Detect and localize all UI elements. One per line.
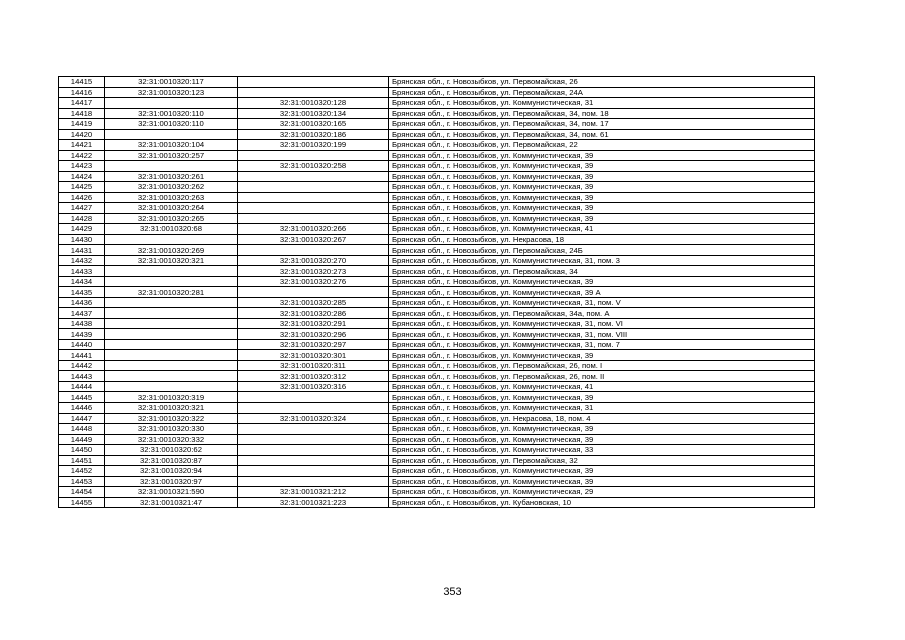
- row-number-cell: 14417: [59, 98, 105, 109]
- building-number-cell: 32:31:0010320:165: [238, 119, 389, 130]
- address-cell: Брянская обл., г. Новозыбков, ул. Первомайская, 32: [389, 455, 815, 466]
- building-number-cell: 32:31:0010320:186: [238, 129, 389, 140]
- building-number-cell: 32:31:0010321:212: [238, 487, 389, 498]
- building-number-cell: [238, 392, 389, 403]
- parcel-number-cell: 32:31:0010321:47: [105, 497, 238, 508]
- building-number-cell: 32:31:0010320:311: [238, 360, 389, 371]
- address-cell: Брянская обл., г. Новозыбков, ул. Коммунистическая, 31, пом. VIII: [389, 329, 815, 340]
- row-number-cell: 14447: [59, 413, 105, 424]
- row-number-cell: 14455: [59, 497, 105, 508]
- building-number-cell: 32:31:0010320:128: [238, 98, 389, 109]
- table-row: [59, 224, 815, 235]
- parcel-number-cell: 32:31:0010320:62: [105, 445, 238, 456]
- address-cell: Брянская обл., г. Новозыбков, ул. Коммунистическая, 29: [389, 487, 815, 498]
- parcel-number-cell: 32:31:0010320:261: [105, 171, 238, 182]
- table-row: [59, 497, 815, 508]
- address-cell: Брянская обл., г. Новозыбков, ул. Первомайская, 24А: [389, 87, 815, 98]
- parcel-number-cell: 32:31:0010320:97: [105, 476, 238, 487]
- address-cell: Брянская обл., г. Новозыбков, ул. Коммунистическая, 41: [389, 224, 815, 235]
- parcel-number-cell: 32:31:0010320:123: [105, 87, 238, 98]
- table-row: [59, 329, 815, 340]
- parcel-number-cell: 32:31:0010320:321: [105, 255, 238, 266]
- row-number-cell: 14445: [59, 392, 105, 403]
- building-number-cell: 32:31:0010320:273: [238, 266, 389, 277]
- row-number-cell: 14450: [59, 445, 105, 456]
- parcel-number-cell: [105, 381, 238, 392]
- building-number-cell: 32:31:0010320:312: [238, 371, 389, 382]
- building-number-cell: [238, 77, 389, 88]
- parcel-number-cell: 32:31:0010320:110: [105, 108, 238, 119]
- row-number-cell: 14433: [59, 266, 105, 277]
- parcel-number-cell: 32:31:0010320:110: [105, 119, 238, 130]
- row-number-cell: 14425: [59, 182, 105, 193]
- address-cell: Брянская обл., г. Новозыбков, ул. Кубановская, 10: [389, 497, 815, 508]
- parcel-number-cell: 32:31:0010320:330: [105, 424, 238, 435]
- row-number-cell: 14448: [59, 424, 105, 435]
- building-number-cell: [238, 466, 389, 477]
- building-number-cell: 32:31:0010320:296: [238, 329, 389, 340]
- registry-table: [58, 76, 815, 508]
- parcel-number-cell: [105, 234, 238, 245]
- address-cell: Брянская обл., г. Новозыбков, ул. Первомайская, 26, пом. II: [389, 371, 815, 382]
- table-row: [59, 129, 815, 140]
- parcel-number-cell: 32:31:0010320:281: [105, 287, 238, 298]
- parcel-number-cell: [105, 371, 238, 382]
- table-row: [59, 487, 815, 498]
- table-row: [59, 455, 815, 466]
- parcel-number-cell: 32:31:0010320:322: [105, 413, 238, 424]
- address-cell: Брянская обл., г. Новозыбков, ул. Коммунистическая, 39: [389, 182, 815, 193]
- parcel-number-cell: 32:31:0010320:265: [105, 213, 238, 224]
- address-cell: Брянская обл., г. Новозыбков, ул. Первомайская, 26: [389, 77, 815, 88]
- row-number-cell: 14438: [59, 318, 105, 329]
- address-cell: Брянская обл., г. Новозыбков, ул. Коммунистическая, 39: [389, 213, 815, 224]
- row-number-cell: 14424: [59, 171, 105, 182]
- row-number-cell: 14454: [59, 487, 105, 498]
- table-row: [59, 371, 815, 382]
- parcel-number-cell: 32:31:0010320:269: [105, 245, 238, 256]
- row-number-cell: 14428: [59, 213, 105, 224]
- table-row: [59, 424, 815, 435]
- table-row: [59, 161, 815, 172]
- row-number-cell: 14442: [59, 360, 105, 371]
- building-number-cell: [238, 213, 389, 224]
- address-cell: Брянская обл., г. Новозыбков, ул. Коммунистическая, 31: [389, 98, 815, 109]
- address-cell: Брянская обл., г. Новозыбков, ул. Первомайская, 26, пом. I: [389, 360, 815, 371]
- building-number-cell: [238, 150, 389, 161]
- address-cell: Брянская обл., г. Новозыбков, ул. Коммунистическая, 31, пом. V: [389, 297, 815, 308]
- building-number-cell: [238, 245, 389, 256]
- table-row: [59, 402, 815, 413]
- table-row: [59, 318, 815, 329]
- row-number-cell: 14443: [59, 371, 105, 382]
- building-number-cell: [238, 455, 389, 466]
- table-row: [59, 150, 815, 161]
- table-row: [59, 234, 815, 245]
- row-number-cell: 14423: [59, 161, 105, 172]
- row-number-cell: 14421: [59, 140, 105, 151]
- row-number-cell: 14420: [59, 129, 105, 140]
- table-row: [59, 476, 815, 487]
- row-number-cell: 14432: [59, 255, 105, 266]
- parcel-number-cell: [105, 339, 238, 350]
- address-cell: Брянская обл., г. Новозыбков, ул. Коммунистическая, 31, пом. 3: [389, 255, 815, 266]
- table-row: [59, 87, 815, 98]
- table-row: [59, 466, 815, 477]
- address-cell: Брянская обл., г. Новозыбков, ул. Первомайская, 34, пом. 18: [389, 108, 815, 119]
- building-number-cell: 32:31:0010320:276: [238, 276, 389, 287]
- table-row: [59, 171, 815, 182]
- table-row: [59, 203, 815, 214]
- address-cell: Брянская обл., г. Новозыбков, ул. Некрасова, 18, пом. 4: [389, 413, 815, 424]
- row-number-cell: 14441: [59, 350, 105, 361]
- row-number-cell: 14415: [59, 77, 105, 88]
- building-number-cell: [238, 192, 389, 203]
- row-number-cell: 14427: [59, 203, 105, 214]
- parcel-number-cell: 32:31:0010320:87: [105, 455, 238, 466]
- building-number-cell: [238, 445, 389, 456]
- parcel-number-cell: [105, 360, 238, 371]
- table-row: [59, 339, 815, 350]
- row-number-cell: 14444: [59, 381, 105, 392]
- building-number-cell: [238, 87, 389, 98]
- table-row: [59, 213, 815, 224]
- address-cell: Брянская обл., г. Новозыбков, ул. Первомайская, 34а, пом. А: [389, 308, 815, 319]
- table-row: [59, 360, 815, 371]
- parcel-number-cell: [105, 350, 238, 361]
- building-number-cell: 32:31:0010320:297: [238, 339, 389, 350]
- row-number-cell: 14419: [59, 119, 105, 130]
- address-cell: Брянская обл., г. Новозыбков, ул. Коммунистическая, 39: [389, 171, 815, 182]
- address-cell: Брянская обл., г. Новозыбков, ул. Первомайская, 34: [389, 266, 815, 277]
- row-number-cell: 14429: [59, 224, 105, 235]
- parcel-number-cell: 32:31:0010320:263: [105, 192, 238, 203]
- address-cell: Брянская обл., г. Новозыбков, ул. Коммунистическая, 39: [389, 161, 815, 172]
- address-cell: Брянская обл., г. Новозыбков, ул. Коммунистическая, 31, пом. 7: [389, 339, 815, 350]
- parcel-number-cell: [105, 161, 238, 172]
- address-cell: Брянская обл., г. Новозыбков, ул. Коммунистическая, 39: [389, 150, 815, 161]
- table-row: [59, 297, 815, 308]
- table-row: [59, 182, 815, 193]
- parcel-number-cell: 32:31:0010320:68: [105, 224, 238, 235]
- address-cell: Брянская обл., г. Новозыбков, ул. Коммунистическая, 31, пом. VI: [389, 318, 815, 329]
- building-number-cell: 32:31:0010320:267: [238, 234, 389, 245]
- address-cell: Брянская обл., г. Новозыбков, ул. Коммунистическая, 39: [389, 424, 815, 435]
- address-cell: Брянская обл., г. Новозыбков, ул. Первомайская, 22: [389, 140, 815, 151]
- table-row: [59, 255, 815, 266]
- table-row: [59, 445, 815, 456]
- parcel-number-cell: 32:31:0010320:332: [105, 434, 238, 445]
- address-cell: Брянская обл., г. Новозыбков, ул. Коммунистическая, 39: [389, 192, 815, 203]
- parcel-number-cell: 32:31:0010320:262: [105, 182, 238, 193]
- building-number-cell: [238, 182, 389, 193]
- table-row: [59, 192, 815, 203]
- building-number-cell: [238, 434, 389, 445]
- building-number-cell: 32:31:0010321:223: [238, 497, 389, 508]
- address-cell: Брянская обл., г. Новозыбков, ул. Коммунистическая, 39: [389, 392, 815, 403]
- row-number-cell: 14446: [59, 402, 105, 413]
- address-cell: Брянская обл., г. Новозыбков, ул. Коммунистическая, 39: [389, 276, 815, 287]
- row-number-cell: 14439: [59, 329, 105, 340]
- table-row: [59, 381, 815, 392]
- row-number-cell: 14434: [59, 276, 105, 287]
- building-number-cell: 32:31:0010320:270: [238, 255, 389, 266]
- row-number-cell: 14416: [59, 87, 105, 98]
- parcel-number-cell: [105, 318, 238, 329]
- address-cell: Брянская обл., г. Новозыбков, ул. Первомайская, 34, пом. 61: [389, 129, 815, 140]
- parcel-number-cell: 32:31:0010320:117: [105, 77, 238, 88]
- address-cell: Брянская обл., г. Новозыбков, ул. Коммунистическая, 39: [389, 476, 815, 487]
- address-cell: Брянская обл., г. Новозыбков, ул. Коммунистическая, 39 А: [389, 287, 815, 298]
- table-row: [59, 350, 815, 361]
- table-row: [59, 108, 815, 119]
- address-cell: Брянская обл., г. Новозыбков, ул. Первомайская, 24Б: [389, 245, 815, 256]
- building-number-cell: [238, 402, 389, 413]
- table-row: [59, 77, 815, 88]
- table-row: [59, 245, 815, 256]
- parcel-number-cell: [105, 297, 238, 308]
- parcel-number-cell: [105, 308, 238, 319]
- table-row: [59, 140, 815, 151]
- address-cell: Брянская обл., г. Новозыбков, ул. Первомайская, 34, пом. 17: [389, 119, 815, 130]
- parcel-number-cell: [105, 98, 238, 109]
- building-number-cell: [238, 287, 389, 298]
- address-cell: Брянская обл., г. Новозыбков, ул. Коммунистическая, 41: [389, 381, 815, 392]
- address-cell: Брянская обл., г. Новозыбков, ул. Коммунистическая, 39: [389, 203, 815, 214]
- building-number-cell: 32:31:0010320:324: [238, 413, 389, 424]
- row-number-cell: 14452: [59, 466, 105, 477]
- table-row: [59, 308, 815, 319]
- parcel-number-cell: [105, 276, 238, 287]
- building-number-cell: 32:31:0010320:286: [238, 308, 389, 319]
- row-number-cell: 14435: [59, 287, 105, 298]
- building-number-cell: 32:31:0010320:285: [238, 297, 389, 308]
- building-number-cell: 32:31:0010320:316: [238, 381, 389, 392]
- row-number-cell: 14437: [59, 308, 105, 319]
- row-number-cell: 14453: [59, 476, 105, 487]
- parcel-number-cell: [105, 129, 238, 140]
- registry-table-body: [59, 77, 815, 508]
- table-row: [59, 287, 815, 298]
- building-number-cell: [238, 424, 389, 435]
- row-number-cell: 14422: [59, 150, 105, 161]
- building-number-cell: 32:31:0010320:301: [238, 350, 389, 361]
- building-number-cell: [238, 203, 389, 214]
- row-number-cell: 14440: [59, 339, 105, 350]
- row-number-cell: 14451: [59, 455, 105, 466]
- table-row: [59, 392, 815, 403]
- building-number-cell: [238, 476, 389, 487]
- table-row: [59, 266, 815, 277]
- table-row: [59, 276, 815, 287]
- address-cell: Брянская обл., г. Новозыбков, ул. Коммунистическая, 39: [389, 434, 815, 445]
- table-row: [59, 434, 815, 445]
- building-number-cell: 32:31:0010320:199: [238, 140, 389, 151]
- page-number: 353: [443, 586, 462, 598]
- row-number-cell: 14449: [59, 434, 105, 445]
- parcel-number-cell: 32:31:0010320:319: [105, 392, 238, 403]
- address-cell: Брянская обл., г. Новозыбков, ул. Некрасова, 18: [389, 234, 815, 245]
- parcel-number-cell: 32:31:0010320:104: [105, 140, 238, 151]
- parcel-number-cell: 32:31:0010321:590: [105, 487, 238, 498]
- row-number-cell: 14431: [59, 245, 105, 256]
- address-cell: Брянская обл., г. Новозыбков, ул. Коммунистическая, 33: [389, 445, 815, 456]
- table-row: [59, 119, 815, 130]
- parcel-number-cell: [105, 266, 238, 277]
- table-row: [59, 413, 815, 424]
- address-cell: Брянская обл., г. Новозыбков, ул. Коммунистическая, 39: [389, 350, 815, 361]
- row-number-cell: 14426: [59, 192, 105, 203]
- parcel-number-cell: [105, 329, 238, 340]
- table-row: [59, 98, 815, 109]
- parcel-number-cell: 32:31:0010320:321: [105, 402, 238, 413]
- building-number-cell: 32:31:0010320:291: [238, 318, 389, 329]
- address-cell: Брянская обл., г. Новозыбков, ул. Коммунистическая, 31: [389, 402, 815, 413]
- building-number-cell: 32:31:0010320:266: [238, 224, 389, 235]
- address-cell: Брянская обл., г. Новозыбков, ул. Коммунистическая, 39: [389, 466, 815, 477]
- parcel-number-cell: 32:31:0010320:257: [105, 150, 238, 161]
- building-number-cell: [238, 171, 389, 182]
- row-number-cell: 14436: [59, 297, 105, 308]
- row-number-cell: 14430: [59, 234, 105, 245]
- parcel-number-cell: 32:31:0010320:94: [105, 466, 238, 477]
- building-number-cell: 32:31:0010320:258: [238, 161, 389, 172]
- row-number-cell: 14418: [59, 108, 105, 119]
- building-number-cell: 32:31:0010320:134: [238, 108, 389, 119]
- parcel-number-cell: 32:31:0010320:264: [105, 203, 238, 214]
